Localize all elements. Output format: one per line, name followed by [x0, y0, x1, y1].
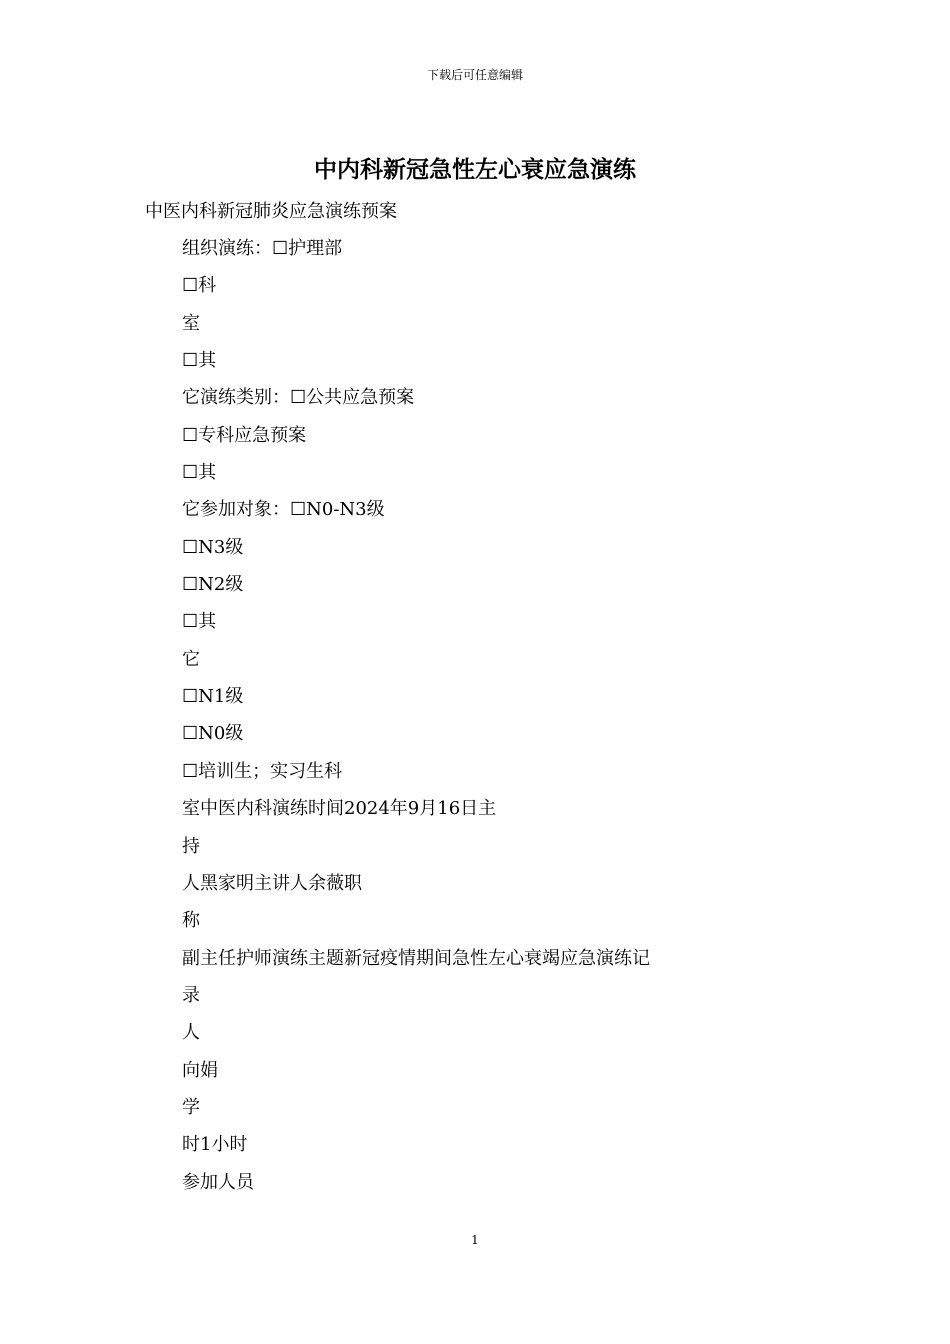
- body-line: 学: [182, 1096, 200, 1118]
- body-line: 副主任护师演练主题新冠疫情期间急性左心衰竭应急演练记: [182, 947, 650, 969]
- body-line: 室中医内科演练时间2024年9月16日主: [182, 798, 497, 820]
- body-line: ☐N1级: [182, 686, 244, 708]
- body-line: 它演练类别：☐公共应急预案: [182, 387, 415, 409]
- body-line: ☐科: [182, 275, 217, 297]
- body-line: 室: [182, 312, 200, 334]
- body-line: ☐N0级: [182, 723, 244, 745]
- body-line: 持: [182, 835, 200, 857]
- page-header: 下载后可任意编辑: [426, 68, 523, 82]
- body-line: ☐其: [182, 350, 217, 372]
- body-line: ☐培训生；实习生科: [182, 760, 343, 782]
- document-body: [182, 234, 802, 1205]
- body-line: ☐其: [182, 462, 217, 484]
- body-line: 参加人员: [182, 1171, 254, 1193]
- page-number: 1: [471, 1233, 479, 1247]
- body-line: 人黑家明主讲人余薇职: [182, 872, 362, 894]
- body-line: 称: [182, 910, 200, 932]
- document-title: 中内科新冠急性左心衰应急演练: [314, 157, 636, 183]
- body-line: 录: [182, 984, 200, 1006]
- body-line: ☐专科应急预案: [182, 424, 307, 446]
- body-line: 它: [182, 648, 200, 670]
- body-line: ☐其: [182, 611, 217, 633]
- body-line: 组织演练：☐护理部: [182, 238, 343, 259]
- body-line: 向娟: [182, 1059, 218, 1081]
- body-line: 人: [182, 1022, 200, 1044]
- body-line: 它参加对象：☐N0-N3级: [182, 499, 385, 521]
- document-subtitle: 中医内科新冠肺炎应急演练预案: [145, 201, 397, 222]
- body-line: ☐N2级: [182, 574, 244, 596]
- body-line: ☐N3级: [182, 536, 244, 558]
- body-line: 时1小时: [182, 1134, 248, 1156]
